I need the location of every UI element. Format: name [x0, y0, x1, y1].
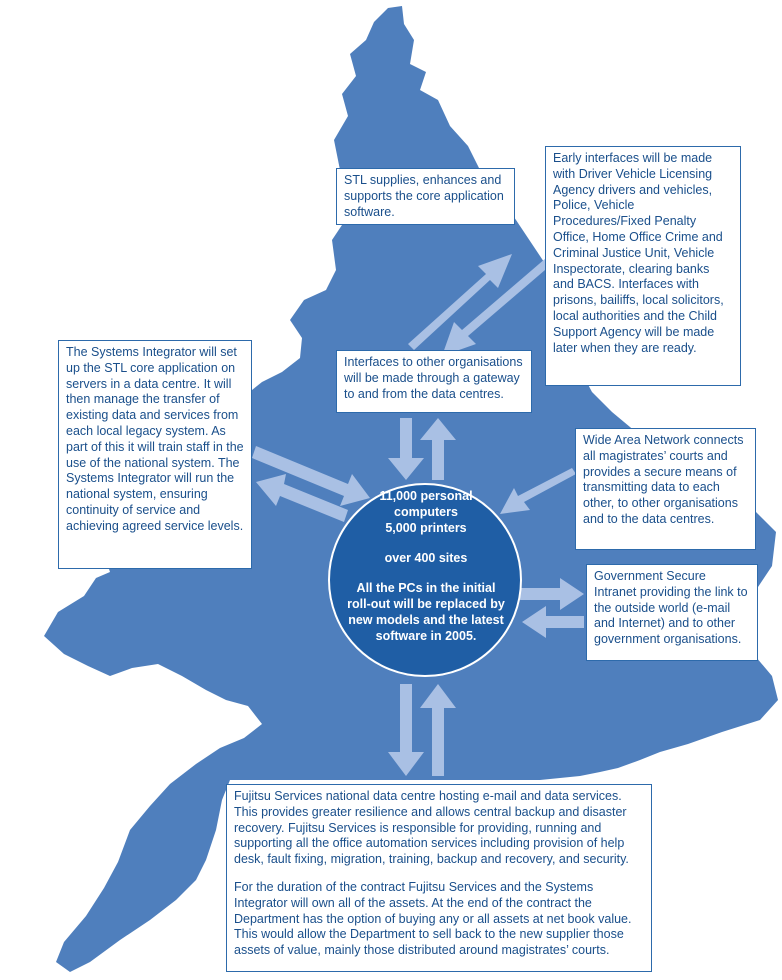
early-interfaces-text: Early interfaces will be made with Driver Vehicle Licensing Agency drivers and vehicles, Police, Vehicle Procedures/Fixed Penalty Office, Home Office Crime and Criminal Justice Unit, Vehicle Inspectorate, clearing banks and BACS. Interfaces with prisons, bailiffs, local solicitors, local authorities and the Child Support Agency will be made later when they are ready.: [553, 151, 724, 355]
fujitsu-box: [226, 784, 652, 972]
fujitsu-text-1: Fujitsu Services national data centre hosting e-mail and data services. This provides greater resilience and allows central backup and disaster recovery. Fujitsu Services is responsible for providing, running and supporting all the office automation services including provision of help desk, fault fixing, migration, training, backup and recovery, and security.: [234, 789, 629, 867]
hub-line-5: All the PCs in the initial: [356, 581, 496, 595]
wan-box: [575, 428, 756, 550]
hub-line-1: 11,000 personal: [379, 489, 473, 503]
hub-line-2: computers: [394, 505, 458, 519]
hub-line-7: new models and the latest: [348, 613, 504, 627]
gsi-box: [586, 564, 758, 661]
stl-box: [336, 168, 515, 225]
stl-text: STL supplies, enhances and supports the core application software.: [344, 173, 504, 219]
systems-integrator-box: [58, 340, 252, 569]
early-interfaces-box: [545, 146, 741, 386]
hub-summary: [336, 488, 516, 644]
systems-integrator-text: The Systems Integrator will set up the STL core application on servers in a data centre. It will then manage the transfer of existing data and services from each local legacy system. As part of this it will train staff in the use of the national system. The Systems Integrator will run the national system, ensuring continuity of service and achieving agreed service levels.: [66, 345, 244, 533]
gateway-text: Interfaces to other organisations will be made through a gateway to and from the data centres.: [344, 355, 523, 401]
wan-text: Wide Area Network connects all magistrates’ courts and provides a secure means of transmitting data to each other, to other organisations and to the data centres.: [583, 433, 744, 526]
hub-line-6: roll-out will be replaced by: [347, 597, 505, 611]
hub-line-3: 5,000 printers: [385, 521, 467, 535]
hub-line-4: over 400 sites: [384, 551, 468, 565]
hub-line-8: software in 2005.: [375, 629, 477, 643]
fujitsu-text-2: For the duration of the contract Fujitsu Services and the Systems Integrator will own all of the assets. At the end of the contract the Department has the option of buying any or all assets at net book value. This would allow the Department to sell back to the new supplier those assets of value, mainly those distributed around magistrates’ courts.: [234, 879, 632, 958]
gsi-text: Government Secure Intranet providing the link to the outside world (e-mail and Internet) and to other government organisations.: [594, 569, 748, 647]
gateway-box: [336, 350, 532, 413]
